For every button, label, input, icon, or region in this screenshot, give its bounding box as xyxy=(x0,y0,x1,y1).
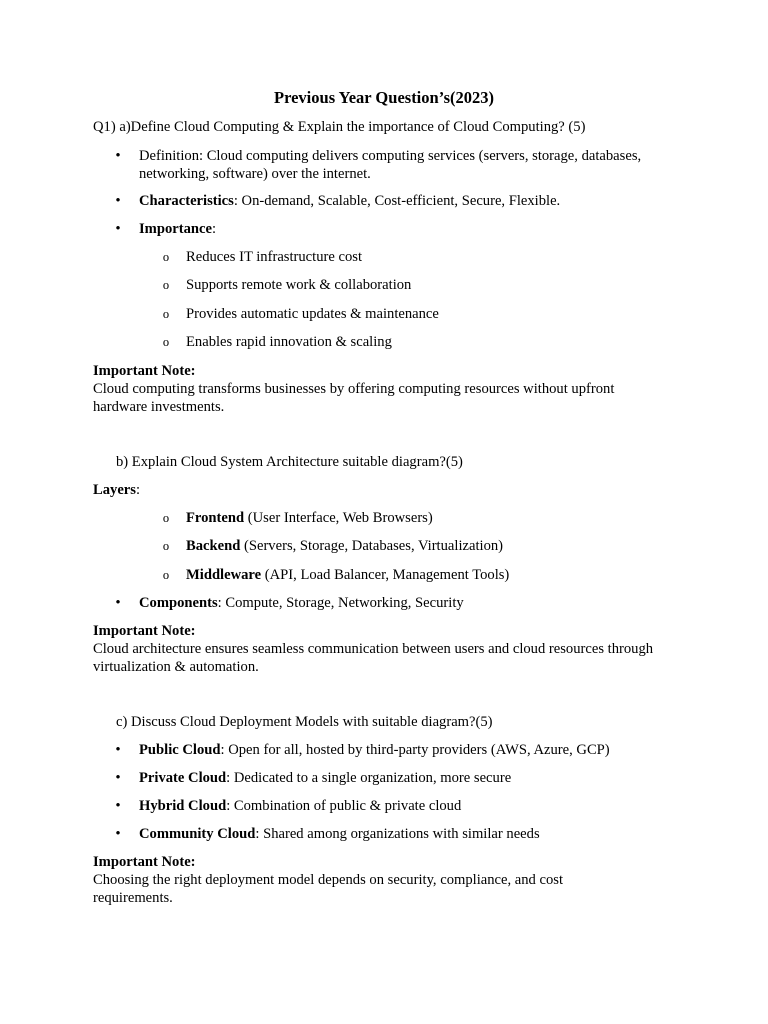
bullet-marker: • xyxy=(115,595,121,611)
importance-item xyxy=(139,220,216,238)
components-item: Components: Compute, Storage, Networking, Security xyxy=(139,595,464,611)
bullet-marker: • xyxy=(115,221,121,237)
importance-subitem: Enables rapid innovation & scaling xyxy=(186,334,392,350)
sub-bullet-marker: o xyxy=(162,539,170,553)
sub-bullet-marker: o xyxy=(162,307,170,321)
bullet-marker: • xyxy=(115,148,121,164)
deployment-item-community: Community Cloud: Shared among organizations with similar needs xyxy=(139,826,540,842)
importance-subitem: Reduces IT infrastructure cost xyxy=(186,249,363,265)
sub-bullet-marker: o xyxy=(162,335,170,349)
characteristics-item xyxy=(139,192,560,210)
deployment-item-hybrid: Hybrid Cloud: Combination of public & private cloud xyxy=(139,798,462,814)
bullet-marker: • xyxy=(115,798,121,814)
sub-bullet-marker: o xyxy=(162,250,170,264)
importance-subitem: Provides automatic updates & maintenance xyxy=(186,306,439,322)
bullet-marker: • xyxy=(115,193,121,209)
important-note-text: Cloud architecture ensures seamless communication between users and cloud resources through virtualization & automation. xyxy=(93,641,654,675)
important-note-label: Important Note: xyxy=(93,363,196,379)
characteristics-text: : On-demand, Scalable, Cost-efficient, Secure, Flexible. xyxy=(233,193,561,209)
importance-label: Importance xyxy=(139,221,212,237)
important-note-label: Important Note: xyxy=(93,623,196,639)
deployment-item-private: Private Cloud: Dedicated to a single organization, more secure xyxy=(139,770,512,786)
deployment-item-public: Public Cloud: Open for all, hosted by third-party providers (AWS, Azure, GCP) xyxy=(139,742,610,758)
layer-item-middleware: Middleware (API, Load Balancer, Management Tools) xyxy=(186,567,510,583)
question-1c-heading: c) Discuss Cloud Deployment Models with suitable diagram?(5) xyxy=(116,714,493,730)
characteristics-label: Characteristics xyxy=(139,193,234,209)
importance-colon: : xyxy=(211,221,217,237)
important-note-text: Choosing the right deployment model depends on security, compliance, and cost requirements. xyxy=(93,872,564,906)
question-1b-heading: b) Explain Cloud System Architecture suitable diagram?(5) xyxy=(116,454,463,470)
layers-label: Layers xyxy=(93,482,136,498)
layer-item-backend: Backend (Servers, Storage, Databases, Virtualization) xyxy=(186,538,504,554)
layers-heading: Layers: xyxy=(93,482,141,498)
sub-bullet-marker: o xyxy=(162,511,170,525)
question-1a-heading: Q1) a)Define Cloud Computing & Explain the importance of Cloud Computing? (5) xyxy=(93,119,586,135)
important-note-label: Important Note: xyxy=(93,854,196,870)
layer-item-frontend: Frontend (User Interface, Web Browsers) xyxy=(186,510,433,526)
sub-bullet-marker: o xyxy=(162,568,170,582)
components-label: Components xyxy=(139,595,218,611)
bullet-marker: • xyxy=(115,742,121,758)
definition-text: Definition: Cloud computing delivers computing services (servers, storage, databases, networking, software) over the internet. xyxy=(139,148,642,182)
bullet-marker: • xyxy=(115,826,121,842)
important-note-text: Cloud computing transforms businesses by offering computing resources without upfront hardware investments. xyxy=(93,381,615,415)
importance-subitem: Supports remote work & collaboration xyxy=(186,277,412,293)
sub-bullet-marker: o xyxy=(162,278,170,292)
page-title: Previous Year Question’s(2023) xyxy=(274,88,494,107)
bullet-marker: • xyxy=(115,770,121,786)
